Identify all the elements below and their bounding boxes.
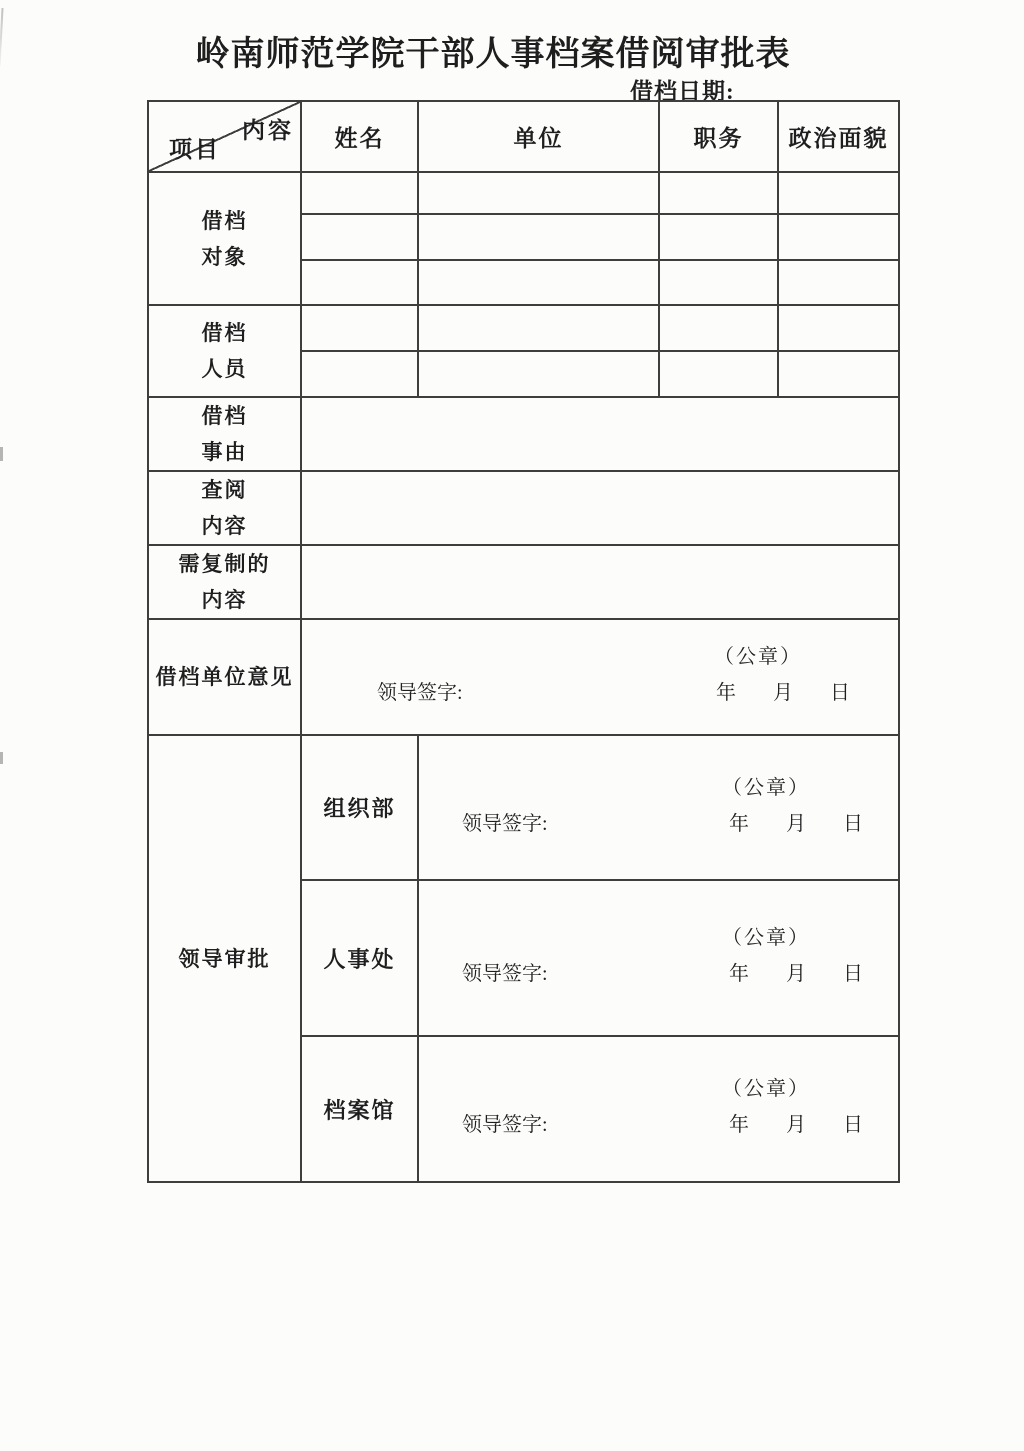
review-content-label-line2: 内容 (201, 514, 248, 538)
borrow-target-label-cell (148, 172, 301, 305)
copy-content-label-line2: 内容 (201, 588, 248, 612)
review-content-label-cell (148, 471, 301, 545)
data-cell (778, 305, 899, 351)
data-cell (418, 305, 659, 351)
official-seal-placeholder: （公章） (722, 776, 810, 799)
borrow-person-label-line1: 借档 (201, 321, 248, 345)
data-cell (418, 260, 659, 305)
copy-content-cell (301, 545, 899, 619)
date-placeholder (729, 807, 863, 836)
dept-label-archives: 档案馆 (301, 1036, 418, 1182)
year-label: 年 (729, 963, 749, 985)
orgdept-sign-cell (418, 735, 899, 880)
borrow-reason-label-line2: 事由 (201, 440, 248, 464)
data-cell (301, 305, 418, 351)
data-cell (659, 260, 778, 305)
day-label: 日 (830, 682, 850, 704)
data-cell (778, 351, 899, 397)
unit-opinion-label-cell: 借档单位意见 (148, 619, 301, 735)
leader-signature-label: 领导签字: (377, 682, 463, 704)
day-label: 日 (843, 1114, 863, 1136)
unit-opinion-sign-cell (301, 619, 899, 735)
official-seal-placeholder: （公章） (722, 927, 810, 949)
unit-opinion-row (148, 619, 899, 735)
data-cell (301, 214, 418, 260)
borrow-reason-label-cell (148, 397, 301, 471)
copy-content-row (148, 545, 899, 619)
borrow-reason-label-line1: 借档 (201, 404, 248, 428)
borrow-target-row-1 (148, 172, 899, 214)
col-header-name: 姓名 (301, 101, 418, 172)
borrow-date-label: 借档日期: (630, 79, 735, 104)
data-cell (659, 351, 778, 397)
data-cell (418, 172, 659, 214)
corner-header-cell (148, 101, 301, 172)
review-content-cell (301, 471, 899, 545)
col-header-position: 职务 (659, 101, 778, 172)
month-label: 月 (786, 812, 806, 835)
month-label: 月 (786, 963, 806, 985)
year-label: 年 (716, 682, 736, 704)
approval-orgdept-row (148, 735, 899, 880)
borrow-reason-row (148, 397, 899, 471)
review-content-label-line1: 查阅 (201, 478, 248, 502)
approval-form-table (147, 100, 900, 1183)
borrow-target-label-line1: 借档 (201, 208, 248, 233)
scan-artifact (0, 447, 3, 461)
copy-content-label-line1: 需复制的 (178, 552, 271, 576)
dept-label-hr: 人事处 (301, 880, 418, 1036)
day-label: 日 (843, 812, 863, 835)
page-title: 岭南师范学院干部人事档案借阅审批表 (195, 36, 791, 73)
date-placeholder (729, 1108, 863, 1137)
year-label: 年 (729, 1114, 749, 1136)
data-cell (301, 351, 418, 397)
col-header-unit: 单位 (418, 101, 659, 172)
data-cell (659, 305, 778, 351)
data-cell (301, 172, 418, 214)
leader-approval-label-cell: 领导审批 (148, 735, 301, 1182)
archives-sign-cell (418, 1036, 899, 1182)
corner-item-label: 项目 (169, 137, 221, 162)
date-placeholder (729, 957, 863, 986)
borrow-person-label-cell (148, 305, 301, 397)
month-label: 月 (773, 682, 793, 704)
dept-label-organization: 组织部 (301, 735, 418, 880)
data-cell (778, 172, 899, 214)
borrow-person-row-1 (148, 305, 899, 351)
col-header-political-status: 政治面貌 (778, 101, 899, 172)
data-cell (778, 214, 899, 260)
corner-content-label: 内容 (242, 118, 294, 143)
data-cell (418, 214, 659, 260)
scan-artifact (0, 752, 3, 764)
leader-signature-label: 领导签字: (462, 1114, 548, 1136)
leader-signature-label: 领导签字: (462, 963, 548, 985)
day-label: 日 (843, 963, 863, 985)
borrow-reason-content-cell (301, 397, 899, 471)
borrow-person-label-line2: 人员 (201, 357, 248, 381)
data-cell (301, 260, 418, 305)
hrdept-sign-cell (418, 880, 899, 1036)
leader-signature-label: 领导签字: (462, 812, 548, 835)
data-cell (778, 260, 899, 305)
month-label: 月 (786, 1114, 806, 1136)
official-seal-placeholder: （公章） (714, 646, 802, 668)
borrow-target-label-line2: 对象 (201, 244, 248, 269)
date-placeholder (716, 676, 850, 705)
header-row (148, 101, 899, 172)
official-seal-placeholder: （公章） (722, 1078, 810, 1100)
year-label: 年 (729, 812, 749, 835)
copy-content-label-cell (148, 545, 301, 619)
data-cell (418, 351, 659, 397)
data-cell (659, 172, 778, 214)
data-cell (659, 214, 778, 260)
review-content-row (148, 471, 899, 545)
